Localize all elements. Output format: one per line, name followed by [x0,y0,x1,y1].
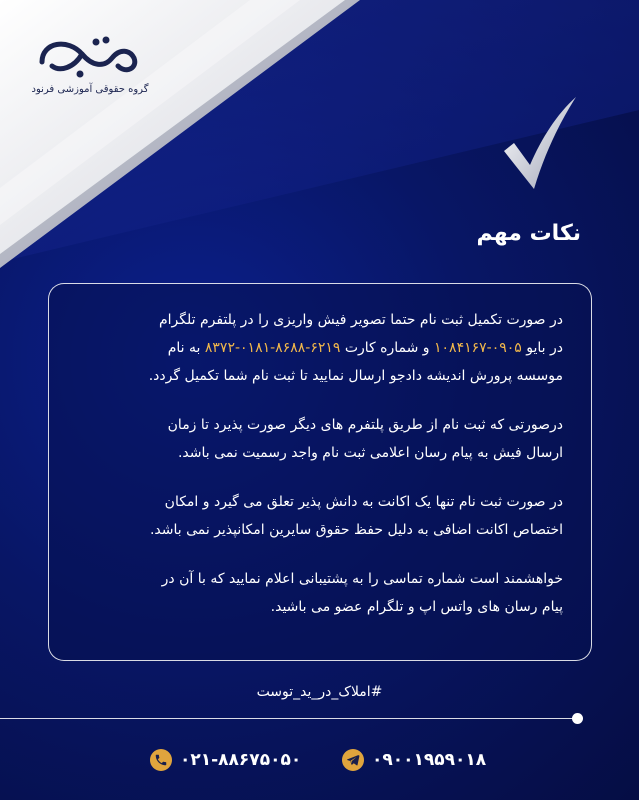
notice-line: درصورتی که ثبت نام از طریق پلتفرم های دیگر صورت پذیرد تا زمان [167,417,563,433]
contact-telegram[interactable] [342,748,486,772]
divider-dot [572,713,583,724]
notice-paragraph [69,411,563,467]
notice-line: موسسه پرورش اندیشه دادجو ارسال نمایید تا ثبت نام شما تکمیل گردد. [148,368,563,384]
notice-paragraph [69,565,563,621]
telegram-number: ۰۹۰۰۱۹۵۹۰۱۸ [372,750,487,770]
divider [0,718,580,719]
brand-logo [30,28,150,108]
telegram-icon [342,749,364,771]
card-number: ۶۲۱۹-۸۶۸۸-۰۱۸۱-۸۳۷۲ [204,340,341,356]
phone-icon [150,749,172,771]
notice-line: در صورت ثبت نام تنها یک اکانت به دانش پذیر تعلق می گیرد و امکان [164,494,563,510]
brand-name: گروه حقوقی آموزشی فرنود [31,84,149,95]
notice-paragraph [69,488,563,544]
hashtag[interactable]: #املاک_در_ید_توست [256,684,383,700]
notice-line: خواهشمند است شماره تماسی را به پشتیبانی اعلام نمایید که با آن در [161,571,563,587]
notice-line: ارسال فیش به پیام رسان اعلامی ثبت نام واجد رسمیت نمی باشد. [177,445,563,461]
brand-logo-mark [30,28,150,84]
notice-text: در بایو [526,340,563,356]
checkmark-icon [500,95,580,195]
notice-line: پیام رسان های واتس اپ و تلگرام عضو می باشید. [270,599,563,615]
contact-phone[interactable] [150,748,301,772]
notice-paragraph [69,306,563,390]
page-title: نکات مهم [476,221,581,246]
notice-card [48,283,592,661]
notice-line: اختصاص اکانت اضافی به دلیل حفظ حقوق سایرین امکانپذیر نمی باشد. [149,522,563,538]
notice-text: و شماره کارت [344,340,430,356]
bio-phone-number: ۰۹۰۵-۱۰۸۴۱۶۷ [434,340,522,356]
phone-number: ۰۲۱-۸۸۶۷۵۰۵۰ [180,750,302,770]
notice-line: در صورت تکمیل ثبت نام حتما تصویر فیش واریزی را در پلتفرم تلگرام [158,312,563,328]
notice-text: به نام [167,340,201,356]
